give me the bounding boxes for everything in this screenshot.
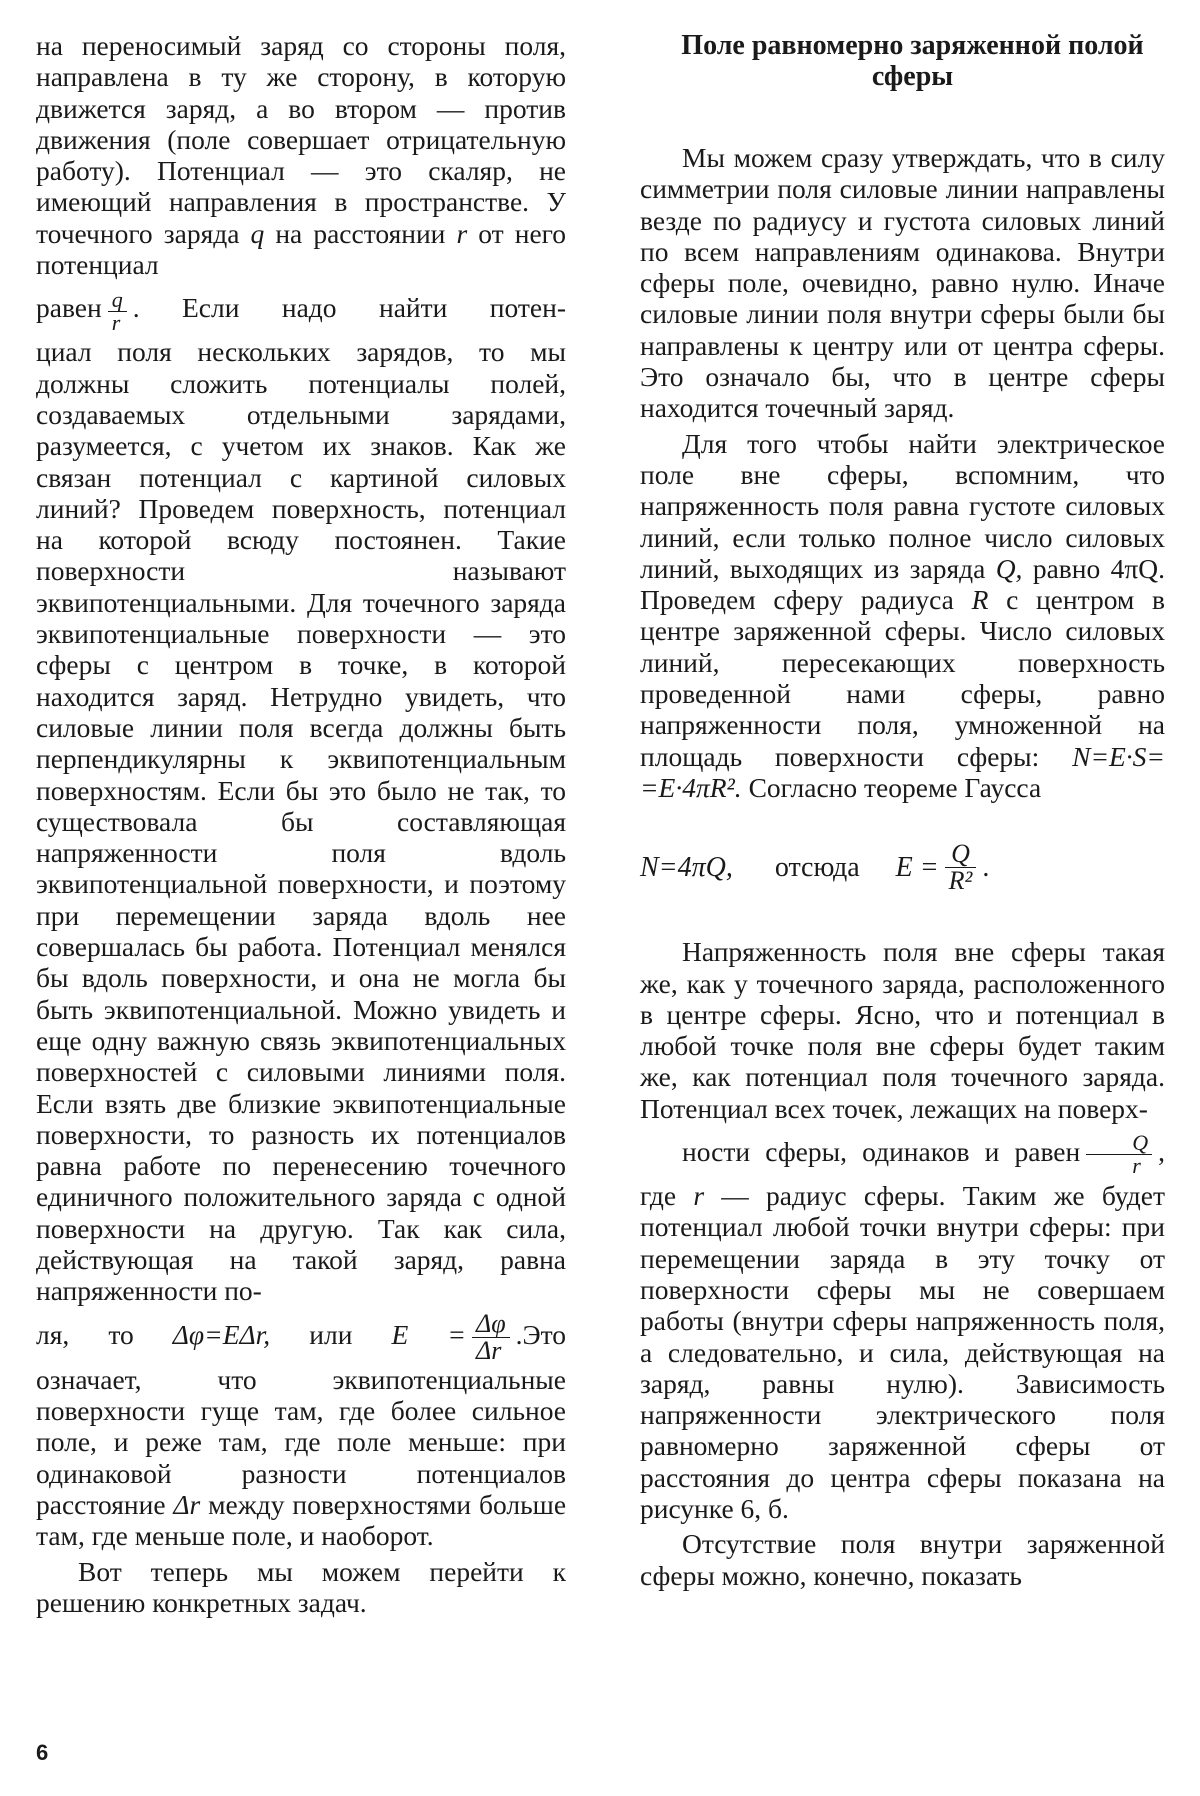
- paragraph-outside-field: Напряженность поля вне сферы такая же, как у точечного заряда, расположенного в центре сферы. Ясно, что и потенциал в любой точке поля вне сферы будет таким же, как потенциал поля точечного заряда. Потенциал всех точек, лежащих на поверх- ности сферы, одинаков и равен $\frac{Q}{r}$ , где r — радиус сферы. Таким же будет потенциал любой точки внутри сферы: при перемещении заряда в эту точку от поверхности сферы мы не совершаем работы (внутри сферы напряженность поля, а следовательно, и сила, действующая на заряд, равны нулю). Зависимость напряженности электрического поля равномерно заряженной сферы от расстояния до центра сферы показана на рисунке 6, б.: [640, 936, 1166, 1524]
- line-delta-phi-formula: ля, то Δφ=EΔr, или E = $\frac{\Delta\varphi}{\Delta r}$ .Это: [36, 1308, 567, 1365]
- paragraph-symmetry: Мы можем сразу утверждать, что в силу симметрии поля силовые линии направлены везде по радиусу и густота силовых линий по всем направлениям одинакова. Внутри сферы поле, очевидно, равно нулю. Иначе силовые линии поля внутри сферы были бы направлены к центру или от центра сферы. Это означало бы, что в центре сферы находится точечный заряд.: [640, 142, 1165, 424]
- paragraph-gauss: Для того чтобы найти электрическое поле вне сферы, вспомним, что напряженность поля равна густоте силовых линий, если только полное число силовых линий, выходящих из заряда Q, равно 4πQ. Проведем сферу радиуса R с центром в центре заряженной сферы. Число силовых линий, пересекающих поверхность проведенной нами сферы, равно напряженности поля, умноженной на площадь поверхности сферы: N=E·S= =E·4πR². Согласно теореме Гаусса: [640, 427, 1165, 803]
- fraction-q-over-r-squared: $\frac{Q}{\text{R²}}$: [945, 841, 977, 894]
- line-surface-potential: ности сферы, одинаков и равен $\frac{Q}{r}$ ,: [682, 1130, 1165, 1179]
- section-heading: Поле равномерно заряженной полой сферы: [681, 30, 1144, 92]
- display-formula: N=4πQ, отсюда E = $\frac{Q}{\text{R²}}$ .: [640, 839, 990, 896]
- fraction-Q-over-r: $\frac{Q}{r}$: [1086, 1132, 1152, 1177]
- fraction-q-over-r: $\frac{q}{r}$: [108, 289, 127, 334]
- line-point-potential: равен $\frac{q}{r}$ . Если надо найти потен-: [36, 286, 566, 335]
- paragraph-potential: на переносимый заряд со стороны поля, направлена в ту же сторону, в которую движется заряд, а во втором — против движения (поле совершает отрицательную работу). Потенциал — это скаляр, не имеющий направления в пространстве. У точечного заряда q на расстоянии r от него потенциал равен $\frac{q}{r}$ . Если надо найти потен- циал поля нескольких зарядов, то мы должны сложить потенциалы полей, создаваемых отдельными зарядами, разумеется, с учетом их знаков. Как же связан потенциал с картиной силовых линий? Проведем поверхность, потенциал на которой всюду постоянен. Такие поверхности называют эквипотенциальными. Для точечного заряда эквипотенциальные поверхности — это сферы с центром в точке, в которой находится заряд. Нетрудно увидеть, что силовые линии поля всегда должны быть перпендикулярны к эквипотенциальным поверхностям. Если бы это было не так, то существовала бы составляющая напряженности поля вдоль эквипотенциальной поверхности, и поэтому при перемещении заряда вдоль нее совершалась бы работа. Потенциал менялся бы вдоль поверхности, и она не могла бы быть эквипотенциальной. Можно увидеть и еще одну важную связь эквипотенциальных поверхностей с силовыми линиями поля. Если взять две близкие эквипотенциальные поверхности, то разность их потенциалов равна работе по перенесению точечного единичного положительного заряда с одной поверхности на другую. Так как сила, действующая на такой заряд, равна напряженности по- ля, то Δφ=EΔr, или E = $\frac{\Delta\varphi}{\Delta r}$ .Это означает, что эквипотенциальные поверхности гуще там, где более сильное поле, и реже там, где поле меньше: при одинаковой разности потенциалов расстояние Δr между поверхностями больше там, где меньше поле, и наоборот.: [36, 30, 567, 1552]
- paragraph-absence-of-field: Отсутствие поля внутри заряженной сферы можно, конечно, показать: [640, 1528, 1165, 1591]
- paragraph-transition: Вот теперь мы можем перейти к решению конкретных задач.: [36, 1555, 566, 1618]
- left-column: [36, 30, 566, 1618]
- page-number: 6: [36, 1740, 49, 1765]
- right-column: [640, 30, 1165, 1591]
- fraction-dphi-over-dr: $\frac{\Delta\varphi}{\Delta r}$: [472, 1311, 510, 1364]
